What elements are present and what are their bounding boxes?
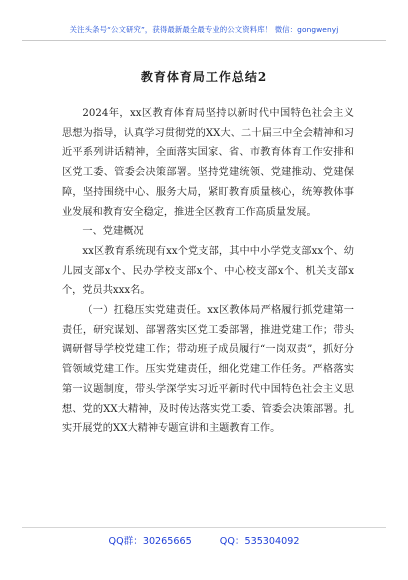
document-title: 教育体育局工作总结2 bbox=[140, 70, 268, 84]
footer-qq-group: QQ群：30265665 bbox=[108, 536, 192, 547]
header-banner: 关注头条号“公文研究”，获得最新最全最专业的公文资料库！ 微信：gongwenyj bbox=[69, 25, 339, 34]
document-body bbox=[62, 104, 354, 439]
footer-divider bbox=[22, 527, 386, 528]
header-divider bbox=[22, 40, 386, 41]
overview-paragraph: xx区教育系统现有xx个党支部，其中中小学党支部xx个、幼儿园支部x个、民办学校支部x个、中心校支部x个、机关支部x个，党员共xxx名。 bbox=[62, 245, 354, 297]
footer-qq: QQ：535304092 bbox=[219, 536, 300, 547]
footer bbox=[0, 533, 408, 547]
intro-paragraph: 2024年，xx区教育体育局坚持以新时代中国特色社会主义思想为指导，认真学习贯彻党的XX大、二十届三中全会精神和习近平系列讲话精神，全面落实国家、省、市教育体育工作安排和区党工委、管委会决策部署。坚持党建统领、党建推动、党建保障，坚持围绕中心、服务大局，紧盯教育质量核心，统筹教体事业发展和教育安全稳定，推进全区教育工作高质量发展。 bbox=[62, 108, 354, 218]
responsibility-paragraph: （一）扛稳压实党建责任。xx区教体局严格履行抓党建第一责任，研究谋划、部署落实区党工委部署，推进党建工作；带头调研督导学校党建工作；带动班子成员履行“一岗双责”，抓好分管领域党建工作。压实党建责任，细化党建工作任务。严格落实第一议题制度，带头学深学实习近平新时代中国特色社会主义思想、党的XX大精神，及时传达落实党工委、管委会决策部署。扎实开展党的XX大精神专题宣讲和主题教育工作。 bbox=[62, 305, 354, 435]
section-heading: 一、党建概况 bbox=[82, 226, 144, 238]
